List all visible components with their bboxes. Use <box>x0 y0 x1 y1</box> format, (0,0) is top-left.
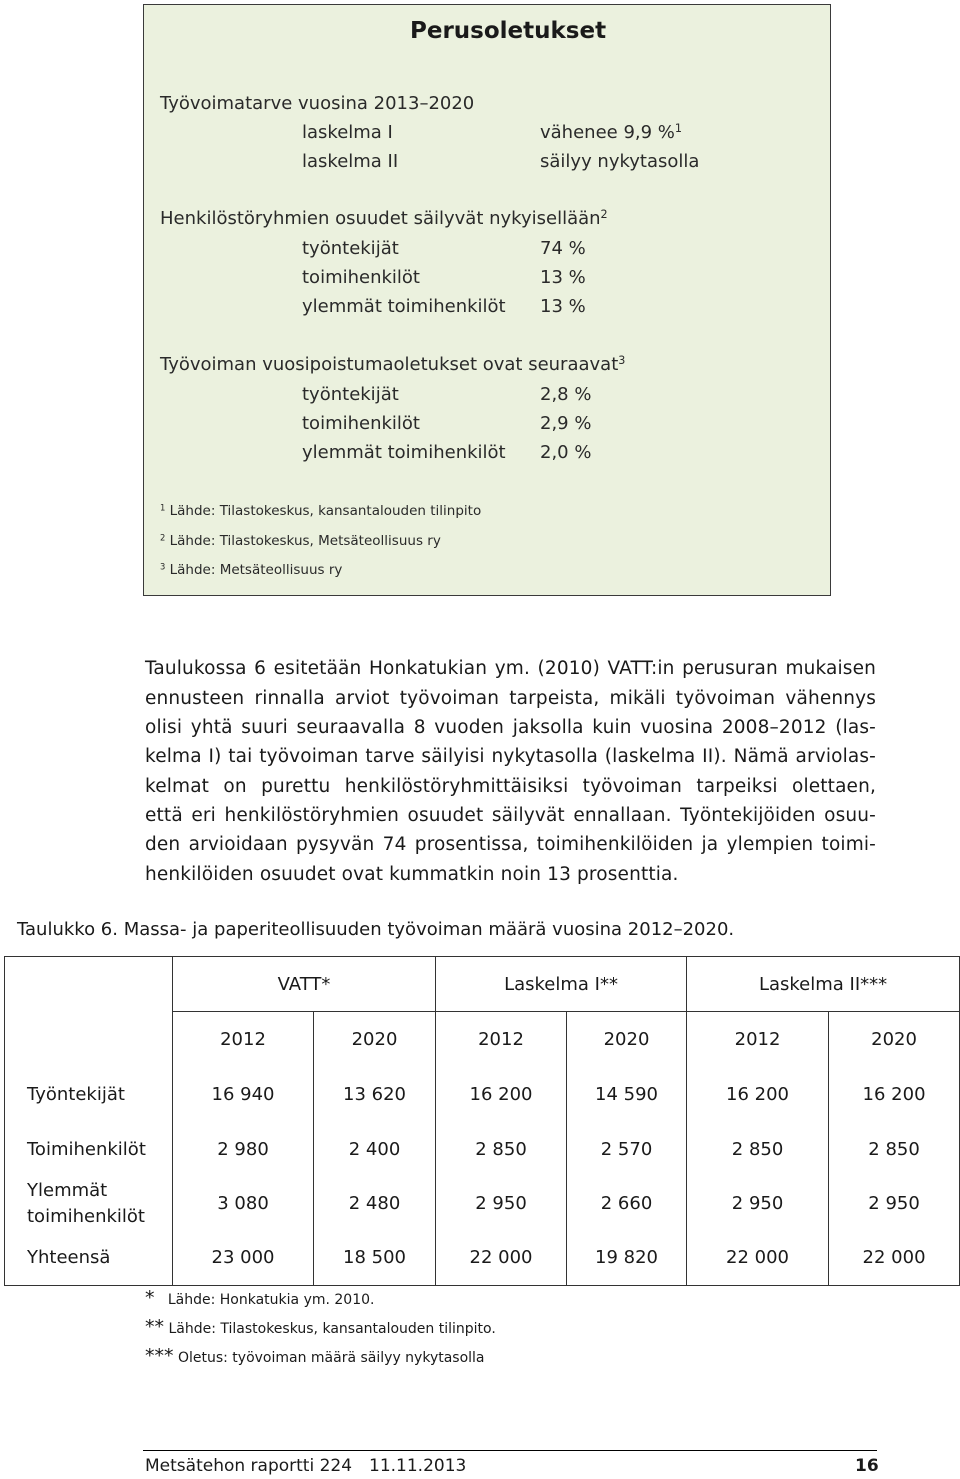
year-header: 2020 <box>567 1012 687 1067</box>
shares-label-senior: ylemmät toimihenkilöt <box>302 296 506 317</box>
retirement-label-clerical: toimihenkilöt <box>302 413 420 434</box>
retirement-label-senior: ylemmät toimihenkilöt <box>302 442 506 463</box>
table-cell: 19 820 <box>567 1231 687 1286</box>
calc1-label: laskelma I <box>302 122 393 143</box>
paragraph-line-6: että eri henkilöstöryhmien osuudet säilyvät ennallaan. Työntekijöiden osuu- <box>145 805 876 826</box>
source-note-3 <box>160 562 342 578</box>
paragraph-line-1: Taulukossa 6 esitetään Honkatukian ym. (2010) VATT:in perusuran mukaisen <box>145 658 876 679</box>
table-footnote-1 <box>145 1287 374 1309</box>
table-cell: 13 620 <box>314 1067 436 1122</box>
retirement-heading <box>160 354 625 375</box>
footer-date: 11.11.2013 <box>369 1456 467 1476</box>
table-cell: 2 400 <box>314 1122 436 1177</box>
group-header-calc1: Laskelma I** <box>436 957 687 1012</box>
table-cell: 23 000 <box>173 1231 314 1286</box>
shares-value-clerical: 13 % <box>540 267 586 288</box>
source-text-3: Lähde: Metsäteollisuus ry <box>169 562 343 578</box>
retirement-label-workers: työntekijät <box>302 384 399 405</box>
shares-label-workers: työntekijät <box>302 238 399 259</box>
shares-value-workers: 74 % <box>540 238 586 259</box>
shares-heading <box>160 208 608 229</box>
year-header: 2020 <box>829 1012 960 1067</box>
calc1-value <box>540 122 682 143</box>
footer-rule <box>143 1450 877 1451</box>
retirement-value-clerical: 2,9 % <box>540 413 592 434</box>
shares-label-clerical: toimihenkilöt <box>302 267 420 288</box>
table-cell: 2 850 <box>436 1122 567 1177</box>
calc2-value: säilyy nykytasolla <box>540 151 700 172</box>
table-cell: 2 480 <box>314 1177 436 1231</box>
table-cell: 2 980 <box>173 1122 314 1177</box>
table-cell: 22 000 <box>829 1231 960 1286</box>
calc1-value-text: vähenee 9,9 % <box>540 122 675 143</box>
table-cell: 2 570 <box>567 1122 687 1177</box>
table-row <box>5 1067 960 1122</box>
table-cell: 2 950 <box>436 1177 567 1231</box>
table-cell: 3 080 <box>173 1177 314 1231</box>
group-header-vatt: VATT* <box>173 957 436 1012</box>
table-cell: 2 850 <box>687 1122 829 1177</box>
row-label-senior-line1: Ylemmät <box>27 1179 108 1201</box>
paragraph-line-7: den arvioidaan pysyvän 74 prosentissa, toimihenkilöiden ja ylempien toimi- <box>145 834 876 855</box>
table-cell: 22 000 <box>687 1231 829 1286</box>
source-note-1 <box>160 503 481 519</box>
table-row <box>5 1122 960 1177</box>
footer-report: Metsätehon raportti 224 <box>145 1456 353 1476</box>
table-cell: 2 660 <box>567 1177 687 1231</box>
source-num-2: 2 <box>160 532 166 543</box>
table-cell: 18 500 <box>314 1231 436 1286</box>
table-cell: 2 850 <box>829 1122 960 1177</box>
year-header: 2012 <box>687 1012 829 1067</box>
calc2-label: laskelma II <box>302 151 399 172</box>
retirement-sup: 3 <box>618 353 626 367</box>
paragraph-line-3: olisi yhtä suuri seuraavalla 8 vuoden jaksolla kuin vuosina 2008–2012 (las- <box>145 717 876 738</box>
year-header: 2012 <box>436 1012 567 1067</box>
source-num-1: 1 <box>160 502 166 513</box>
year-header: 2012 <box>173 1012 314 1067</box>
table-cell: 22 000 <box>436 1231 567 1286</box>
source-num-3: 3 <box>160 561 166 572</box>
table-group-header-row <box>5 957 960 1012</box>
retirement-value-senior: 2,0 % <box>540 442 592 463</box>
footnote-text: Lähde: Honkatukia ym. 2010. <box>167 1292 375 1308</box>
row-label-workers: Työntekijät <box>5 1067 173 1122</box>
footer-page-number: 16 <box>855 1456 879 1476</box>
row-label-clerical: Toimihenkilöt <box>5 1122 173 1177</box>
footnote-mark: *** <box>145 1345 174 1367</box>
table-cell: 16 200 <box>436 1067 567 1122</box>
table-corner-cell <box>5 957 173 1012</box>
table-row <box>5 1177 960 1231</box>
calc1-sup: 1 <box>674 121 683 135</box>
table-cell: 2 950 <box>687 1177 829 1231</box>
paragraph-line-2: ennusteen rinnalla arviot työvoiman tarpeista, mikäli työvoiman vähennys <box>145 688 876 709</box>
shares-value-senior: 13 % <box>540 296 586 317</box>
table-cell: 2 950 <box>829 1177 960 1231</box>
table-footnote-2 <box>145 1316 496 1338</box>
shares-sup: 2 <box>600 207 608 221</box>
source-text-1: Lähde: Tilastokeskus, kansantalouden tilinpito <box>169 503 482 519</box>
retirement-heading-text: Työvoiman vuosipoistumaoletukset ovat seuraavat <box>160 354 619 375</box>
paragraph-line-4: kelma I) tai työvoiman tarve säilyisi nykytasolla (laskelma II). Nämä arviolas- <box>145 746 876 767</box>
row-label-total: Yhteensä <box>5 1231 173 1286</box>
paragraph-line-5: kelmat on purettu henkilöstöryhmittäisiksi työvoiman tarpeiksi olettaen, <box>145 776 876 797</box>
group-header-calc2: Laskelma II*** <box>687 957 960 1012</box>
assumptions-title: Perusoletukset <box>410 18 607 44</box>
table-year-header-row <box>5 1012 960 1067</box>
footnote-text: Oletus: työvoiman määrä säilyy nykytasolla <box>177 1350 485 1366</box>
shares-heading-text: Henkilöstöryhmien osuudet säilyvät nykyisellään <box>160 208 601 229</box>
demand-heading: Työvoimatarve vuosina 2013–2020 <box>160 93 475 114</box>
paragraph-line-8: henkilöiden osuudet ovat kummatkin noin 13 prosenttia. <box>145 864 679 885</box>
row-label-senior <box>5 1177 173 1231</box>
workforce-table <box>4 956 960 1286</box>
table-cell: 16 200 <box>687 1067 829 1122</box>
table-footnote-3 <box>145 1345 485 1367</box>
table-cell: 14 590 <box>567 1067 687 1122</box>
table-corner-cell <box>5 1012 173 1067</box>
source-note-2 <box>160 533 441 549</box>
footnote-text: Lähde: Tilastokeskus, kansantalouden tilinpito. <box>168 1321 496 1337</box>
table-caption: Taulukko 6. Massa- ja paperiteollisuuden työvoiman määrä vuosina 2012–2020. <box>17 919 735 940</box>
footnote-mark: ** <box>145 1316 164 1338</box>
table-cell: 16 200 <box>829 1067 960 1122</box>
footnote-mark: * <box>145 1287 155 1309</box>
table-cell: 16 940 <box>173 1067 314 1122</box>
source-text-2: Lähde: Tilastokeskus, Metsäteollisuus ry <box>169 533 441 549</box>
retirement-value-workers: 2,8 % <box>540 384 592 405</box>
row-label-senior-line2: toimihenkilöt <box>27 1205 145 1227</box>
year-header: 2020 <box>314 1012 436 1067</box>
table-total-row <box>5 1231 960 1286</box>
